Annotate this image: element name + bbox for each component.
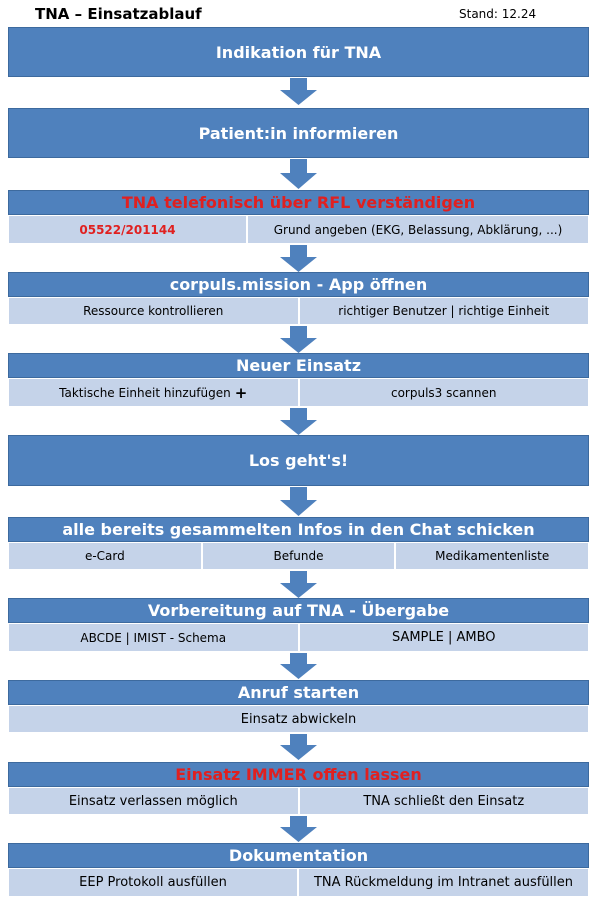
step-infos-chat (8, 517, 589, 542)
step-patient-informieren (8, 108, 589, 158)
step-label: Einsatz IMMER offen lassen (175, 765, 422, 784)
arrow-down-icon (280, 487, 317, 516)
detail-cell: Befunde (202, 542, 396, 570)
detail-cell: richtiger Benutzer | richtige Einheit (299, 297, 590, 325)
step-label: Anruf starten (237, 683, 360, 702)
step-anruf-starten (8, 680, 589, 705)
detail-cell: Ressource kontrollieren (8, 297, 299, 325)
arrow-down-icon (280, 326, 317, 353)
detail-cell: Grund angeben (EKG, Belassung, Abklärung, ...) (247, 215, 589, 244)
arrow-down-icon (280, 408, 317, 435)
detail-cell: SAMPLE | AMBO (299, 623, 590, 652)
step-label: Patient:in informieren (198, 123, 399, 143)
step-details-row (8, 705, 589, 733)
arrow-down-icon (280, 571, 317, 598)
page-title: TNA – Einsatzablauf (35, 5, 202, 23)
step-details-row (8, 378, 589, 407)
detail-cell: corpuls3 scannen (299, 378, 590, 407)
step-label: Neuer Einsatz (235, 356, 362, 375)
step-label: Los geht's! (248, 451, 349, 470)
detail-cell: Einsatz abwickeln (8, 705, 589, 733)
step-neuer-einsatz (8, 353, 589, 378)
arrow-down-icon (280, 159, 317, 189)
detail-cell (8, 378, 299, 407)
arrow-down-icon (280, 653, 317, 679)
step-app-oeffnen (8, 272, 589, 297)
step-einsatz-offen (8, 762, 589, 787)
detail-text: Taktische Einheit hinzufügen (59, 385, 231, 400)
step-label: TNA telefonisch über RFL verständigen (121, 193, 476, 212)
step-details-row (8, 623, 589, 652)
detail-cell: Einsatz verlassen möglich (8, 787, 299, 815)
phone-number: 05522/201144 (8, 215, 247, 244)
arrow-down-icon (280, 78, 317, 105)
step-label: Dokumentation (228, 846, 369, 865)
detail-cell: TNA schließt den Einsatz (299, 787, 590, 815)
detail-cell: e-Card (8, 542, 202, 570)
step-los-gehts (8, 435, 589, 486)
detail-cell: TNA Rückmeldung im Intranet ausfüllen (298, 868, 589, 897)
arrow-down-icon (280, 816, 317, 842)
detail-cell: Medikamentenliste (395, 542, 589, 570)
step-label: corpuls.mission - App öffnen (169, 275, 428, 294)
step-details-row (8, 868, 589, 897)
plus-icon: + (234, 383, 248, 402)
step-details-row (8, 542, 589, 570)
step-label: alle bereits gesammelten Infos in den Chat schicken (62, 520, 535, 539)
step-details-row (8, 787, 589, 815)
step-dokumentation (8, 843, 589, 868)
step-label: Indikation für TNA (215, 42, 382, 62)
detail-cell: ABCDE | IMIST - Schema (8, 623, 299, 652)
stand-date: Stand: 12.24 (459, 7, 537, 21)
step-details-row (8, 297, 589, 325)
arrow-down-icon (280, 734, 317, 760)
detail-cell: EEP Protokoll ausfüllen (8, 868, 298, 897)
step-indikation (8, 27, 589, 77)
step-details-row (8, 215, 589, 244)
arrow-down-icon (280, 245, 317, 272)
step-label: Vorbereitung auf TNA - Übergabe (147, 601, 450, 620)
step-vorbereitung (8, 598, 589, 623)
step-tna-verstaendigen (8, 190, 589, 215)
